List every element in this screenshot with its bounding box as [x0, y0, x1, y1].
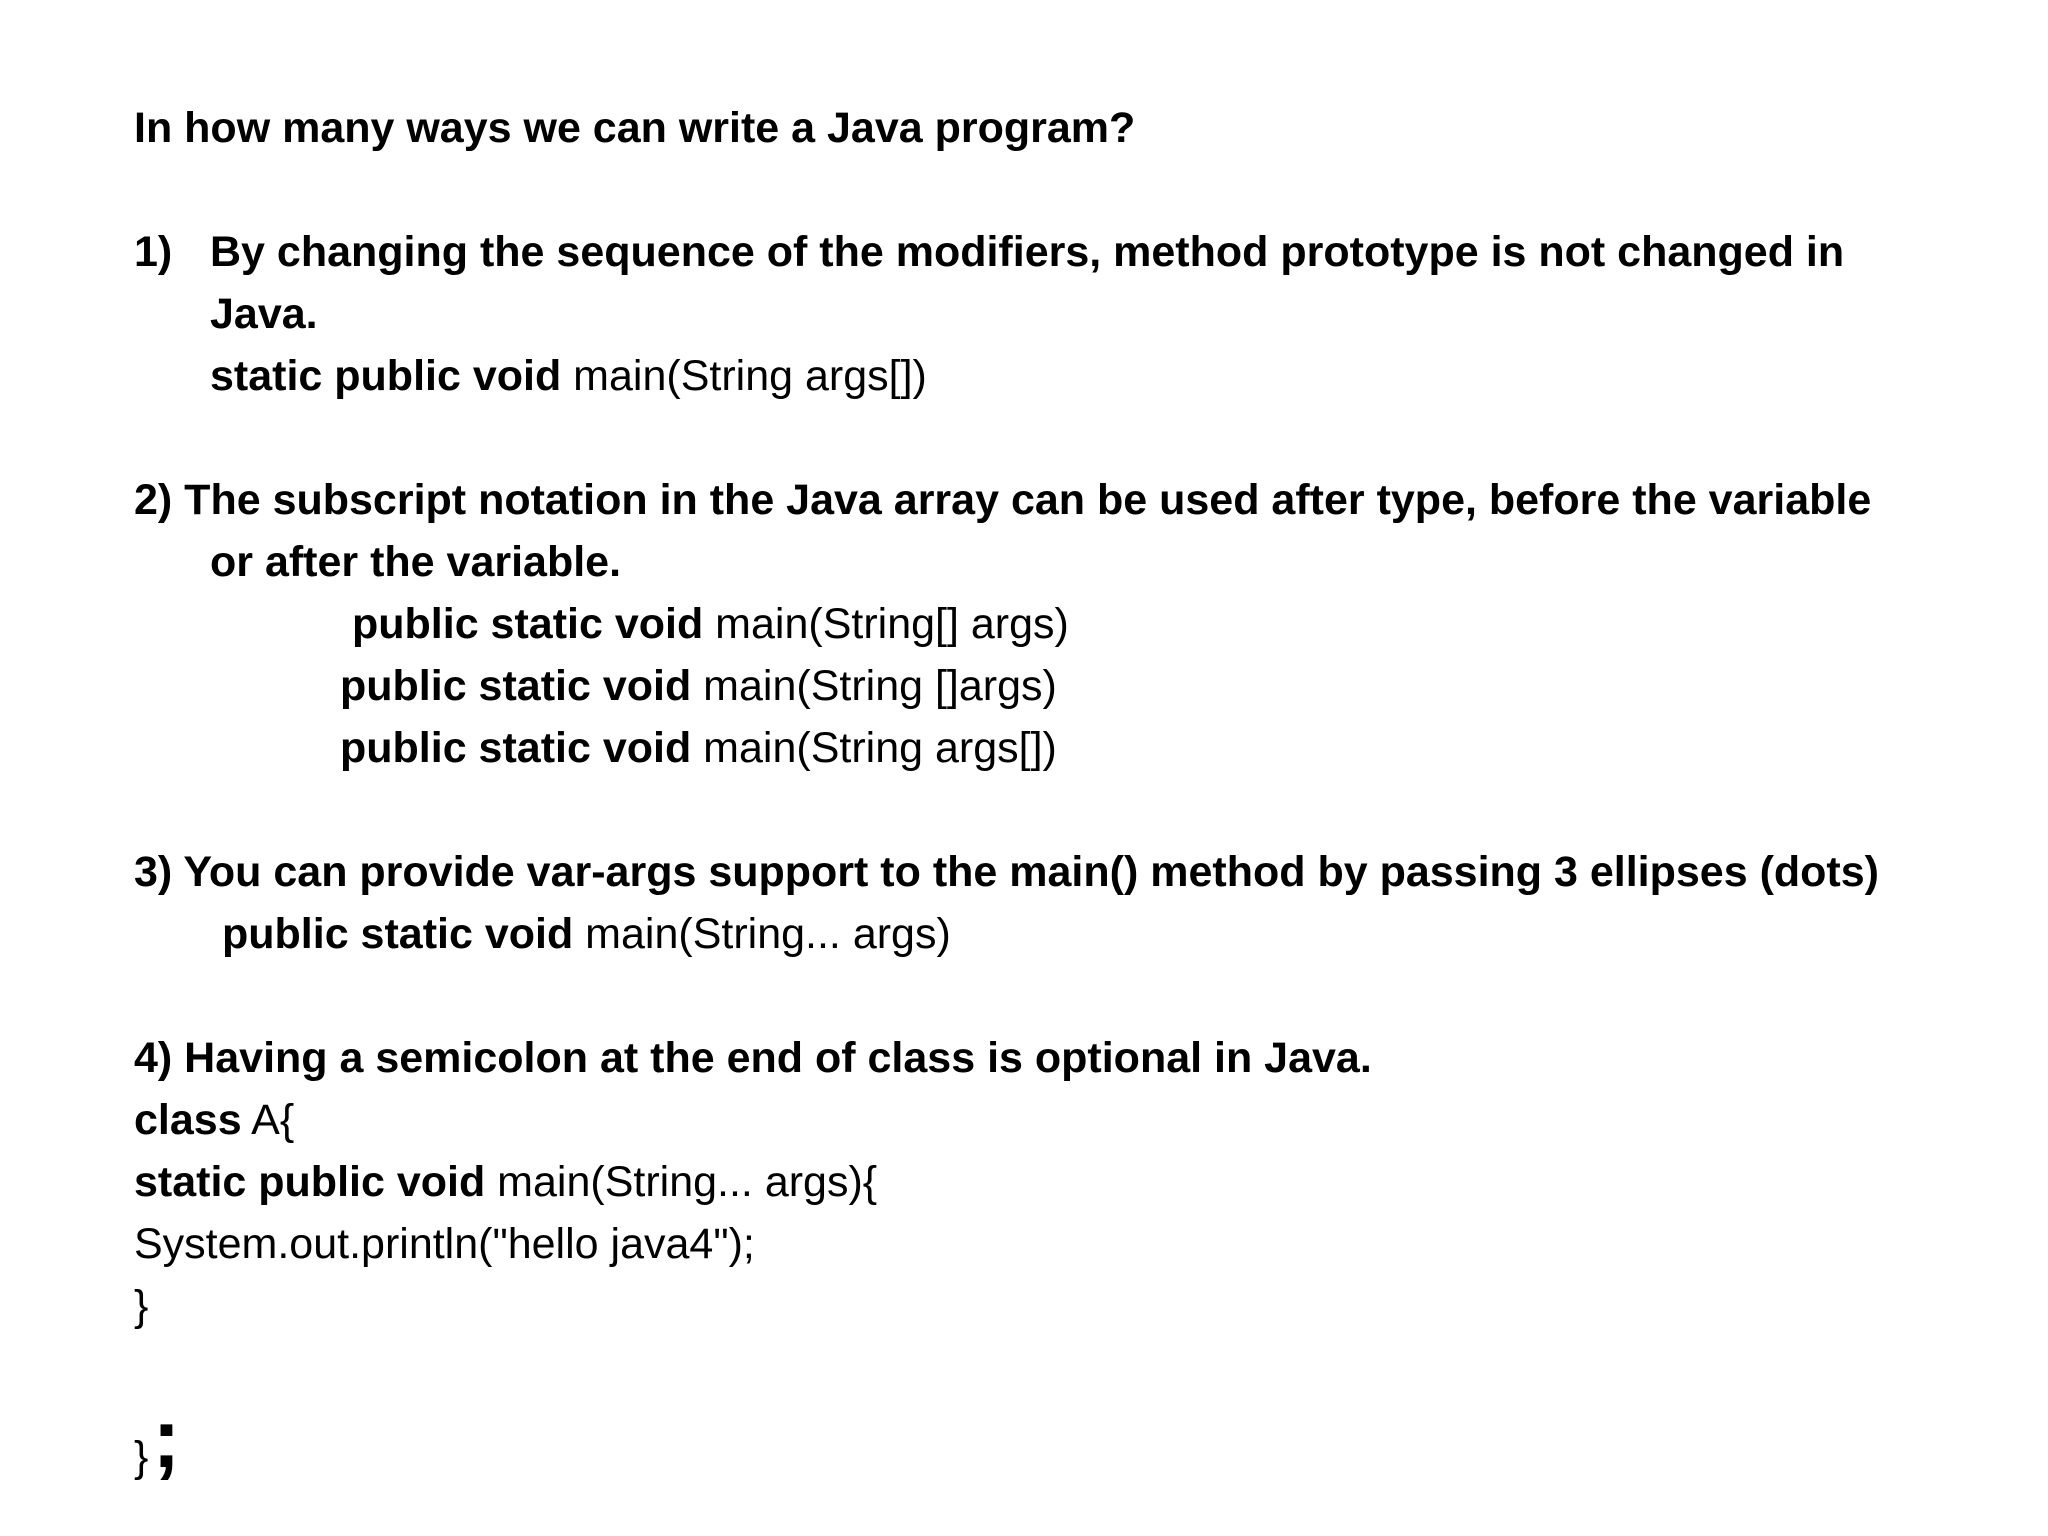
point-2-example-3-rest: main(String args[]) — [691, 724, 1057, 772]
point-4-code-line-3: System.out.println("hello java4"); — [134, 1220, 755, 1268]
point-2-line-2: or after the variable. — [210, 538, 622, 586]
point-4-code-line-4: } — [134, 1282, 149, 1330]
point-2-line-1: 2) The subscript notation in the Java array can be used after type, before the variable — [134, 476, 1872, 524]
point-1-line-1 — [134, 221, 1844, 283]
point-4-code-line-1 — [134, 1089, 294, 1151]
point-4-code-keyword-class: class — [134, 1096, 242, 1144]
point-2-example-1-rest: main(String[] args) — [703, 600, 1069, 648]
point-3-code-keywords: public static void — [222, 910, 574, 958]
slide-title: In how many ways we can write a Java program? — [134, 104, 1136, 152]
point-2-example-3 — [340, 717, 1057, 779]
point-2-example-3-keywords: public static void — [340, 724, 692, 772]
point-2-example-2 — [340, 655, 1057, 717]
point-2-example-1-keywords: public static void — [352, 600, 704, 648]
point-2-example-2-keywords: public static void — [340, 662, 692, 710]
point-4-code-closing-brace: } — [134, 1433, 149, 1481]
point-1-line-2: Java. — [210, 290, 318, 338]
point-1-text: By changing the sequence of the modifiers, method prototype is not changed in — [210, 228, 1845, 276]
point-4-text: 4) Having a semicolon at the end of class is optional in Java. — [134, 1034, 1372, 1082]
point-4-code-method-keywords: static public void — [134, 1158, 486, 1206]
point-2-example-2-rest: main(String []args) — [691, 662, 1057, 710]
point-1-code-keywords: static public void — [210, 352, 562, 400]
point-1-number: 1) — [134, 228, 173, 276]
point-4-code-class-rest: A{ — [241, 1096, 295, 1144]
point-3-code — [222, 903, 951, 965]
point-2-example-1 — [352, 593, 1069, 655]
point-1-code-rest: main(String args[]) — [561, 352, 927, 400]
point-4-code-semicolon: ; — [152, 1391, 181, 1485]
point-4-code-line-2 — [134, 1151, 877, 1213]
point-3-text: 3) You can provide var-args support to the main() method by passing 3 ellipses (dots) — [134, 848, 1879, 896]
point-4-code-line-5 — [134, 1391, 181, 1488]
point-4-code-method-rest: main(String... args){ — [485, 1158, 878, 1206]
point-3-code-rest: main(String... args) — [573, 910, 951, 958]
point-1-code — [210, 345, 927, 407]
